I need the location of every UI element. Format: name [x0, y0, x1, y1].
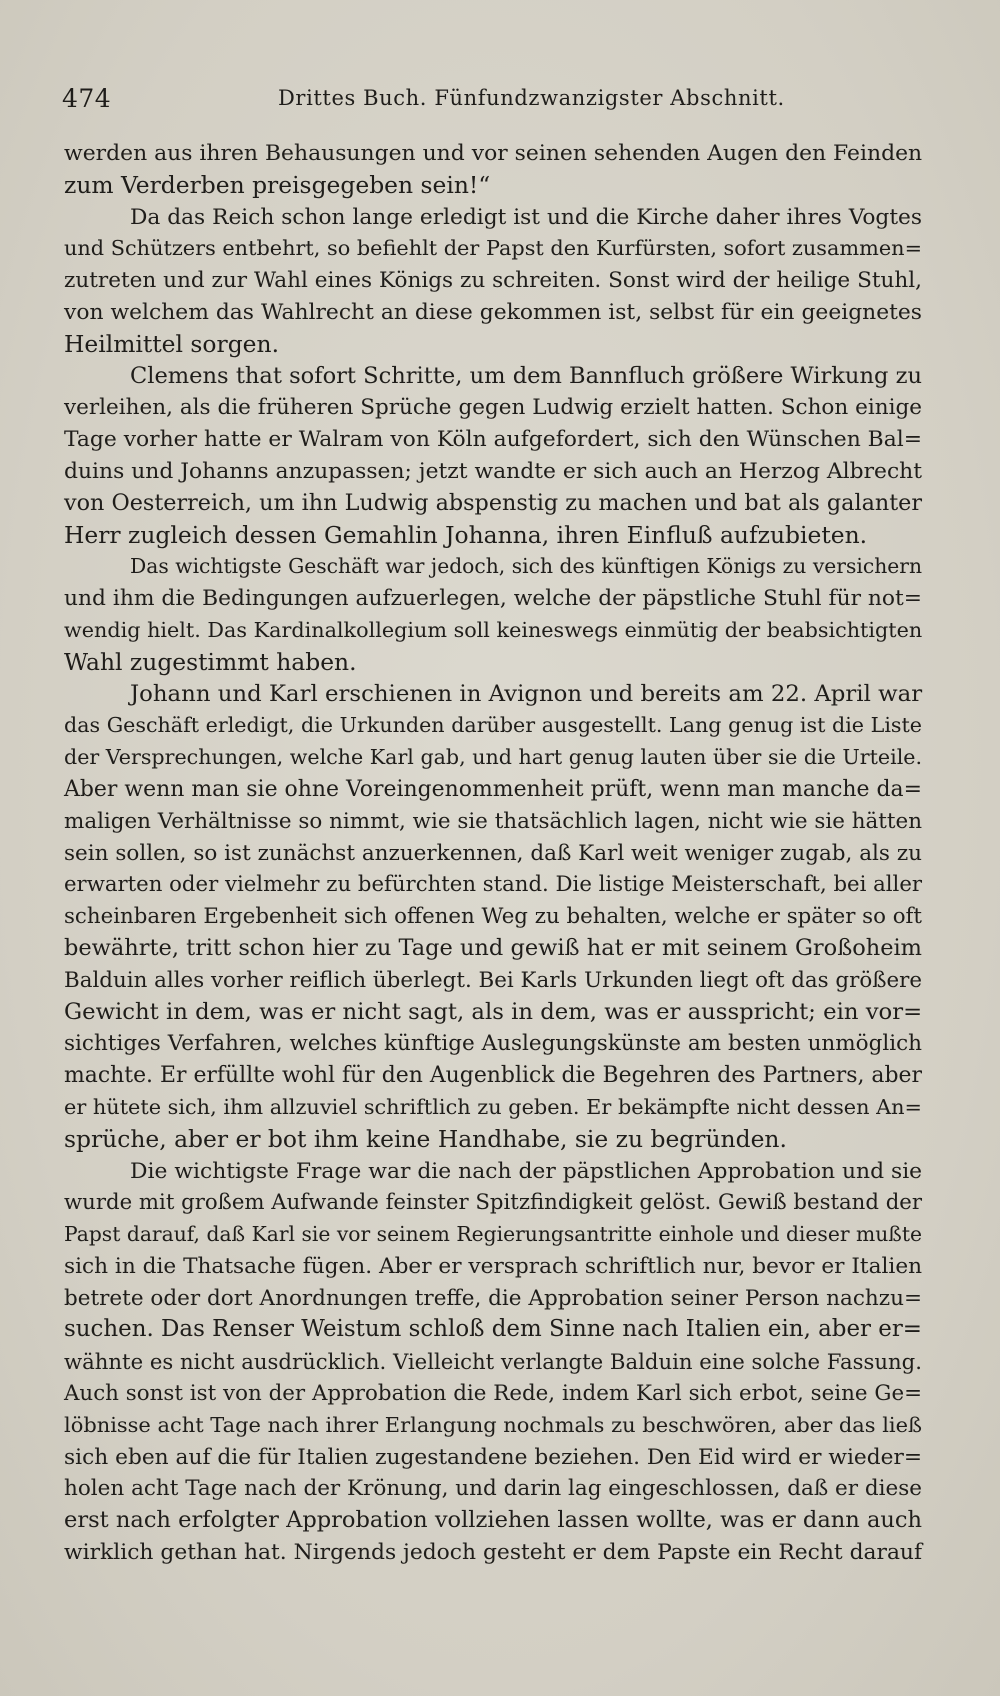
text-line: das Geschäft erledigt, die Urkunden darüber ausgestellt. Lang genug ist die Liste	[64, 713, 922, 738]
text-line: verleihen, als die früheren Sprüche gegen Ludwig erzielt hatten. Schon einige	[64, 395, 922, 421]
text-line: wendig hielt. Das Kardinalkollegium soll keineswegs einmütig der beabsichtigten	[64, 617, 923, 642]
text-line: maligen Verhältnisse so nimmt, wie sie thatsächlich lagen, nicht wie sie hätten	[64, 808, 922, 834]
text-line: Herr zugleich dessen Gemahlin Johanna, ihren Einfluß aufzubieten.	[64, 520, 868, 549]
text-line: machte. Er erfüllte wohl für den Augenblick die Begehren des Partners, aber	[64, 1063, 922, 1089]
text-line: sich in die Thatsache fügen. Aber er versprach schriftlich nur, bevor er Italien	[64, 1253, 923, 1279]
text-line: und ihm die Bedingungen aufzuerlegen, welche der päpstliche Stuhl für not=	[64, 586, 922, 612]
text-line: suchen. Das Renser Weistum schloß dem Sinne nach Italien ein, aber er=	[64, 1316, 923, 1343]
text-line: Clemens that sofort Schritte, um dem Bannfluch größere Wirkung zu	[130, 362, 922, 389]
running-title: Drittes Buch. Fünfundzwanzigster Abschnitt.	[278, 86, 785, 110]
text-line: Wahl zugestimmt haben.	[64, 647, 357, 676]
text-line: der Versprechungen, welche Karl gab, und hart genug lauten über sie die Urteile.	[64, 745, 923, 770]
text-line: Balduin alles vorher reiflich überlegt. Bei Karls Urkunden liegt oft das größere	[64, 967, 922, 993]
text-line: er hütete sich, ihm allzuviel schriftlich zu geben. Er bekämpfte nicht dessen An=	[64, 1094, 922, 1119]
text-line: wurde mit großem Aufwande feinster Spitzfindigkeit gelöst. Gewiß bestand der	[64, 1190, 923, 1216]
text-line: zutreten und zur Wahl eines Königs zu schreiten. Sonst wird der heilige Stuhl,	[64, 268, 922, 294]
text-line: Tage vorher hatte er Walram von Köln aufgefordert, sich den Wünschen Bal=	[64, 427, 923, 453]
text-line: Johann und Karl erschienen in Avignon und bereits am 22. April war	[130, 680, 923, 707]
text-line: erst nach erfolgter Approbation vollziehen lassen wollte, was er dann auch	[64, 1507, 922, 1534]
text-line: Aber wenn man sie ohne Voreingenommenheit prüft, wenn man manche da=	[64, 776, 922, 802]
text-line: sich eben auf die für Italien zugestandene beziehen. Den Eid wird er wieder=	[64, 1444, 922, 1470]
text-line: holen acht Tage nach der Krönung, und darin lag eingeschlossen, daß er diese	[64, 1476, 923, 1502]
text-line: von welchem das Wahlrecht an diese gekommen ist, selbst für ein geeignetes	[64, 299, 922, 325]
text-line: duins und Johanns anzupassen; jetzt wandte er sich auch an Herzog Albrecht	[64, 458, 922, 484]
text-line: Auch sonst ist von der Approbation die Rede, indem Karl sich erbot, seine Ge=	[64, 1381, 922, 1407]
text-line: und Schützers entbehrt, so befiehlt der Papst den Kurfürsten, sofort zusammen=	[64, 236, 923, 261]
text-line: Da das Reich schon lange erledigt ist und die Kirche daher ihres Vogtes	[130, 204, 922, 230]
text-line: werden aus ihren Behausungen und vor seinen sehenden Augen den Feinden	[64, 141, 923, 166]
text-line: zum Verderben preisgegeben sein!“	[64, 170, 491, 199]
text-line: löbnisse acht Tage nach ihrer Erlangung nochmals zu beschwören, aber das ließ	[64, 1412, 922, 1437]
text-line: betrete oder dort Anordnungen treffe, die Approbation seiner Person nachzu=	[64, 1285, 922, 1311]
text-line: Gewicht in dem, was er nicht sagt, als in dem, was er ausspricht; ein vor=	[64, 998, 923, 1025]
text-line: sichtiges Verfahren, welches künftige Auslegungskünste am besten unmöglich	[64, 1031, 922, 1057]
running-head	[62, 84, 922, 124]
text-line: sprüche, aber er bot ihm keine Handhabe, sie zu begründen.	[64, 1124, 787, 1153]
text-line: wirklich gethan hat. Nirgends jedoch gesteht er dem Papste ein Recht darauf	[64, 1540, 923, 1566]
text-line: sein sollen, so ist zunächst anzuerkennen, daß Karl weit weniger zugab, als zu	[64, 840, 922, 866]
text-line: von Oesterreich, um ihn Ludwig abspenstig zu machen und bat als galanter	[64, 489, 922, 516]
page-number: 474	[62, 84, 112, 113]
text-line: bewährte, tritt schon hier zu Tage und gewiß hat er mit seinem Großoheim	[64, 934, 922, 961]
text-block	[64, 138, 922, 1569]
text-line: Heilmittel sorgen.	[64, 329, 280, 358]
text-line: Das wichtigste Geschäft war jedoch, sich des künftigen Königs zu versichern	[130, 554, 922, 579]
text-line: erwarten oder vielmehr zu befürchten stand. Die listige Meisterschaft, bei aller	[64, 872, 923, 898]
text-line: Die wichtigste Frage war die nach der päpstlichen Approbation und sie	[130, 1158, 923, 1184]
body-text	[64, 138, 922, 1569]
text-line: wähnte es nicht ausdrücklich. Vielleicht verlangte Balduin eine solche Fassung.	[64, 1349, 922, 1375]
text-line: scheinbaren Ergebenheit sich offenen Weg zu behalten, welche er später so oft	[64, 904, 922, 930]
text-line: Papst darauf, daß Karl sie vor seinem Regierungsantritte einhole und dieser mußte	[64, 1222, 922, 1247]
